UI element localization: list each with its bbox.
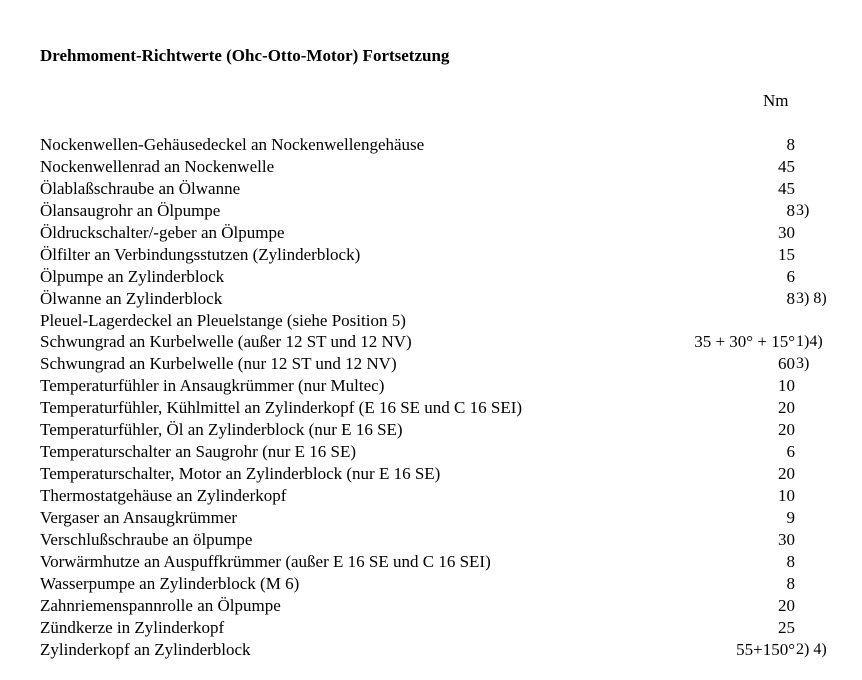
- table-row: [0, 266, 862, 288]
- component-label: Vergaser an Ansaugkrümmer: [40, 507, 238, 527]
- component-label: Thermostatgehäuse an Zylinderkopf: [40, 486, 287, 505]
- component-label: Nockenwellen-Gehäusedeckel an Nockenwellengehäuse: [40, 135, 425, 154]
- torque-value: 20: [778, 464, 795, 484]
- torque-value: 20: [778, 420, 795, 440]
- table-row: [0, 288, 862, 310]
- table-row: [0, 573, 862, 595]
- component-label: Zündkerze in Zylinderkopf: [40, 617, 225, 637]
- component-label: Temperaturfühler, Öl an Zylinderblock (nur E 16 SE): [40, 420, 403, 440]
- table-row: [0, 463, 862, 485]
- table-row: [0, 397, 862, 419]
- table-row: [0, 178, 862, 200]
- torque-value: 45: [778, 178, 795, 198]
- torque-value: 9: [786, 507, 795, 527]
- component-label: Temperaturfühler in Ansaugkrümmer (nur Multec): [40, 376, 385, 396]
- torque-value: 30: [778, 222, 795, 242]
- torque-value: 8: [786, 573, 795, 593]
- torque-value: 25: [778, 617, 795, 637]
- component-label: Temperaturfühler, Kühlmittel an Zylinderkopf (E 16 SE und C 16 SEI): [40, 398, 523, 418]
- footnote-ref: 3): [796, 201, 810, 219]
- component-label: Ölablaßschraube an Ölwanne: [40, 178, 241, 198]
- table-row: [0, 156, 862, 178]
- component-label: Öldruckschalter/-geber an Ölpumpe: [40, 222, 285, 242]
- component-label: Ölfilter an Verbindungsstutzen (Zylinderblock): [40, 244, 361, 264]
- torque-value: 55+150°: [736, 639, 795, 659]
- component-label: Pleuel-Lagerdeckel an Pleuelstange (siehe Position 5): [40, 310, 406, 330]
- table-row: [0, 617, 862, 639]
- footnote-ref: 2) 4): [796, 640, 827, 658]
- page-title: Drehmoment-Richtwerte (Ohc-Otto-Motor) Fortsetzung: [40, 46, 450, 65]
- component-label: Ölpumpe an Zylinderblock: [40, 266, 225, 286]
- component-label: Vorwärmhutze an Auspuffkrümmer (außer E 16 SE und C 16 SEI): [40, 551, 491, 571]
- table-row: [0, 353, 862, 375]
- component-label: Nockenwellenrad an Nockenwelle: [40, 156, 275, 176]
- footnote-ref: 3) 8): [796, 289, 827, 307]
- component-label: Zylinderkopf an Zylinderblock: [40, 639, 251, 659]
- torque-value: 45: [778, 156, 795, 176]
- torque-value: 8: [786, 135, 795, 154]
- torque-value: 10: [778, 486, 795, 505]
- torque-value: 6: [786, 442, 795, 462]
- table-row: [0, 331, 862, 353]
- table-row: [0, 441, 862, 463]
- torque-value: 8: [786, 200, 795, 220]
- table-row: [0, 485, 862, 507]
- torque-value: 60: [778, 354, 795, 374]
- footnote-ref: 3): [796, 355, 810, 373]
- component-label: Schwungrad an Kurbelwelle (nur 12 ST und 12 NV): [40, 354, 397, 374]
- component-label: Schwungrad an Kurbelwelle (außer 12 ST und 12 NV): [40, 332, 412, 352]
- table-row: [0, 200, 862, 222]
- table-row: [0, 595, 862, 617]
- table-row: [0, 134, 862, 156]
- component-label: Zahnriemenspannrolle an Ölpumpe: [40, 595, 281, 615]
- torque-value: 30: [778, 529, 795, 549]
- torque-table: [0, 134, 862, 661]
- table-row: [0, 551, 862, 573]
- component-label: Ölansaugrohr an Ölpumpe: [40, 200, 221, 220]
- torque-value: 8: [786, 551, 795, 571]
- component-label: Verschlußschraube an ölpumpe: [40, 529, 253, 549]
- component-label: Temperaturschalter, Motor an Zylinderblock (nur E 16 SE): [40, 464, 441, 484]
- table-row: [0, 222, 862, 244]
- torque-value: 20: [778, 398, 795, 418]
- torque-value: 8: [786, 288, 795, 308]
- table-row: [0, 639, 862, 661]
- table-row: [0, 507, 862, 529]
- torque-value: 6: [786, 266, 795, 286]
- component-label: Ölwanne an Zylinderblock: [40, 288, 223, 308]
- table-row: [0, 310, 862, 332]
- torque-value: 20: [778, 595, 795, 615]
- table-row: [0, 419, 862, 441]
- unit-header: Nm: [763, 91, 789, 110]
- torque-value: 35 + 30° + 15°: [694, 332, 795, 352]
- component-label: Wasserpumpe an Zylinderblock (M 6): [40, 573, 300, 593]
- component-label: Temperaturschalter an Saugrohr (nur E 16 SE): [40, 442, 357, 462]
- table-row: [0, 244, 862, 266]
- torque-value: 15: [778, 244, 795, 264]
- table-row: [0, 375, 862, 397]
- table-row: [0, 529, 862, 551]
- footnote-ref: 1)4): [796, 333, 823, 351]
- torque-value: 10: [778, 376, 795, 396]
